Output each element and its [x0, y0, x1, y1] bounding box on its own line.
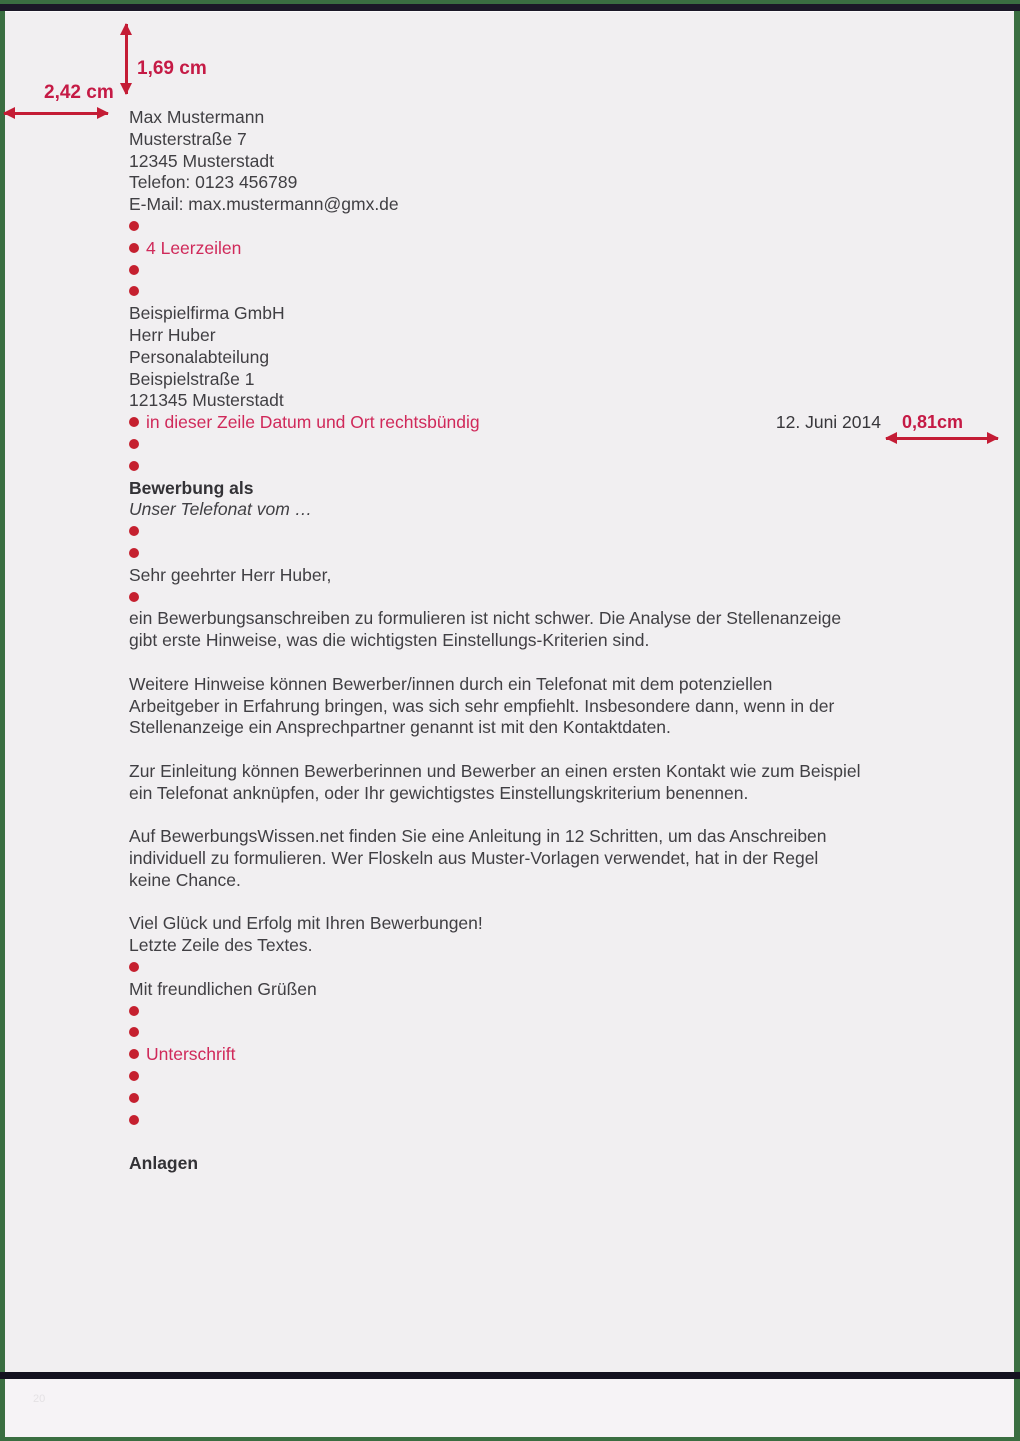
- letter-text: gibt erste Hinweise, was die wichtigsten Einstellungs-Kriterien sind.: [129, 630, 650, 651]
- letter-row-text: [129, 870, 895, 892]
- letter-row-blank: [129, 739, 895, 761]
- blank-line-bullet-icon: [129, 962, 139, 972]
- blank-line-bullet-icon: [129, 1115, 139, 1125]
- annotation-note-text: in dieser Zeile Datum und Ort rechtsbündig: [146, 412, 480, 433]
- letter-row-text: [129, 129, 895, 151]
- bottom-strip: [5, 1379, 1014, 1437]
- letter-row-bullet_note: [129, 238, 895, 260]
- letter-text: ein Bewerbungsanschreiben zu formulieren ist nicht schwer. Die Analyse der Stellenanzeige: [129, 608, 842, 629]
- letter-row-text: [129, 717, 895, 739]
- letter-row-bold: [129, 1153, 895, 1175]
- letter-row-text: [129, 979, 895, 1001]
- top-bar: [0, 4, 1020, 11]
- letter-row-text: [129, 107, 895, 129]
- letter-text: Musterstraße 7: [129, 128, 247, 149]
- letter-text: Telefon: 0123 456789: [129, 172, 298, 193]
- letter-row-text: [129, 608, 895, 630]
- letter-row-bullet: [129, 521, 895, 543]
- letter-row-text: [129, 347, 895, 369]
- letter-row-blank: [129, 1131, 895, 1153]
- left-margin-arrow-icon: [4, 112, 108, 115]
- letter-text: ein Telefonat anknüpfen, oder Ihr gewichtigstes Einstellungskriterium benennen.: [129, 782, 749, 803]
- letter-text: Max Mustermann: [129, 107, 265, 127]
- letter-row-date_row: [129, 412, 895, 434]
- letter-text: Anlagen: [129, 1153, 199, 1174]
- letter-row-text: [129, 390, 895, 412]
- letter-row-text: [129, 935, 895, 957]
- letter-row-text: [129, 325, 895, 347]
- letter-row-bold: [129, 478, 895, 500]
- letter-text: Viel Glück und Erfolg mit Ihren Bewerbungen!: [129, 913, 483, 934]
- blank-line-bullet-icon: [129, 592, 139, 602]
- letter-row-text: [129, 303, 895, 325]
- right-margin-label: 0,81cm: [902, 412, 964, 432]
- bottom-bar: [0, 1372, 1020, 1379]
- right-margin-arrow-icon: [886, 437, 998, 440]
- letter-text: Arbeitgeber in Erfahrung bringen, was sich sehr empfiehlt. Insbesondere dann, wenn in der: [129, 695, 835, 716]
- blank-line-bullet-icon: [129, 1071, 139, 1081]
- letter-row-text: [129, 151, 895, 173]
- letter-text: 12345 Musterstadt: [129, 150, 274, 171]
- letter-text: Stellenanzeige ein Ansprechpartner genannt ist mit den Kontaktdaten.: [129, 717, 671, 738]
- letter-row-blank: [129, 892, 895, 914]
- letter-row-text: [129, 565, 895, 587]
- letter-row-bullet: [129, 434, 895, 456]
- letter-text: Bewerbung als: [129, 477, 254, 498]
- letter-row-bullet: [129, 260, 895, 282]
- blank-line-bullet-icon: [129, 1049, 139, 1059]
- letter-row-bullet: [129, 281, 895, 303]
- letter-text: Zur Einleitung können Bewerberinnen und Bewerber an einen ersten Kontakt wie zum Beispiel: [129, 760, 861, 781]
- letter-row-blank: [129, 805, 895, 827]
- letter-row-bullet: [129, 543, 895, 565]
- letter-row-text: [129, 369, 895, 391]
- letter-text: E-Mail: max.mustermann@gmx.de: [129, 194, 399, 215]
- letter-row-bullet: [129, 957, 895, 979]
- letter-row-text: [129, 630, 895, 652]
- letter-text: Sehr geehrter Herr Huber,: [129, 564, 332, 585]
- letter-row-text: [129, 848, 895, 870]
- blank-line-bullet-icon: [129, 526, 139, 536]
- letter-row-bullet: [129, 1022, 895, 1044]
- letter-row-text: [129, 783, 895, 805]
- blank-line-bullet-icon: [129, 1027, 139, 1037]
- left-margin-label: 2,42 cm: [44, 82, 114, 103]
- letter-row-text: [129, 674, 895, 696]
- letter-rows: [129, 107, 895, 1175]
- letter-text: Auf BewerbungsWissen.net finden Sie eine Anleitung in 12 Schritten, um das Anschreiben: [129, 826, 827, 847]
- letter-row-bullet: [129, 587, 895, 609]
- letter-text: Beispielfirma GmbH: [129, 303, 285, 324]
- letter-text: individuell zu formulieren. Wer Floskeln aus Muster-Vorlagen verwendet, hat in der Regel: [129, 848, 819, 869]
- letter-text: 121345 Musterstadt: [129, 390, 284, 411]
- letter-row-text: [129, 761, 895, 783]
- letter-text: keine Chance.: [129, 869, 241, 890]
- letter-row-text: [129, 826, 895, 848]
- letter-row-bullet: [129, 456, 895, 478]
- blank-line-bullet-icon: [129, 1093, 139, 1103]
- letter-row-blank: [129, 652, 895, 674]
- letter-row-italic: [129, 499, 895, 521]
- letter-text: Mit freundlichen Grüßen: [129, 978, 317, 999]
- letter-row-text: [129, 194, 895, 216]
- blank-line-bullet-icon: [129, 221, 139, 231]
- letter-row-bullet: [129, 1066, 895, 1088]
- blank-line-bullet-icon: [129, 461, 139, 471]
- watermark-text: 20: [33, 1393, 46, 1405]
- date-text: 12. Juni 2014: [775, 412, 881, 433]
- blank-line-bullet-icon: [129, 286, 139, 296]
- letter-row-bullet: [129, 1001, 895, 1023]
- letter-text: Herr Huber: [129, 324, 216, 345]
- annotation-note-text: Unterschrift: [146, 1044, 236, 1065]
- letter-row-text: [129, 172, 895, 194]
- letter-text: Beispielstraße 1: [129, 368, 255, 389]
- letter-row-bullet: [129, 1088, 895, 1110]
- top-margin-arrow-icon: [125, 24, 128, 94]
- letter-row-bullet_note: [129, 1044, 895, 1066]
- letter-row-bullet: [129, 1110, 895, 1132]
- letter-text: Weitere Hinweise können Bewerber/innen durch ein Telefonat mit dem potenziellen: [129, 673, 773, 694]
- top-margin-label: 1,69 cm: [137, 58, 207, 79]
- letter-text: Unser Telefonat vom …: [129, 499, 313, 520]
- blank-line-bullet-icon: [129, 1006, 139, 1016]
- blank-line-bullet-icon: [129, 417, 139, 427]
- blank-line-bullet-icon: [129, 548, 139, 558]
- annotation-note-text: 4 Leerzeilen: [146, 237, 242, 258]
- blank-line-bullet-icon: [129, 265, 139, 275]
- letter-row-bullet: [129, 216, 895, 238]
- letter-text: Personalabteilung: [129, 346, 270, 367]
- blank-line-bullet-icon: [129, 439, 139, 449]
- letter-row-text: [129, 696, 895, 718]
- blank-line-bullet-icon: [129, 243, 139, 253]
- letter-row-text: [129, 913, 895, 935]
- letter-text: Letzte Zeile des Textes.: [129, 935, 313, 956]
